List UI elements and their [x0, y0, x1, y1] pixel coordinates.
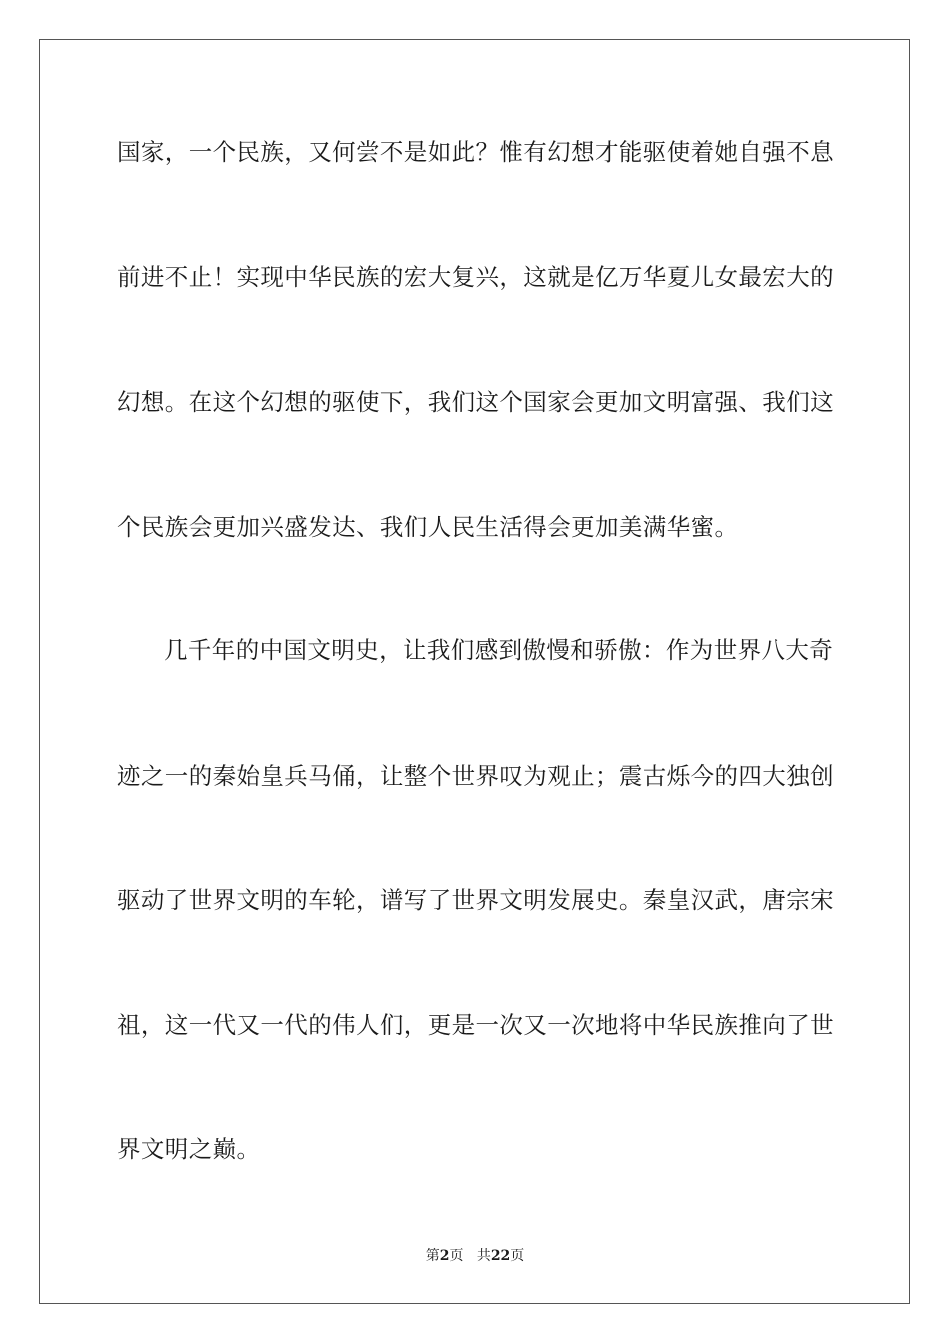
footer-page-suffix: 页: [449, 1248, 464, 1264]
footer-page-prefix: 第: [425, 1248, 440, 1264]
paragraph-line: 国家，一个民族，又何尝不是如此？惟有幻想才能驱使着她自强不息: [117, 138, 834, 166]
paragraph-line: 几千年的中国文明史，让我们感到傲慢和骄傲：作为世界八大奇: [164, 636, 834, 664]
paragraph-line: 祖，这一代又一代的伟人们，更是一次又一次地将中华民族推向了世: [117, 1011, 834, 1039]
footer-total-pages: 22: [490, 1248, 511, 1264]
paragraph-line: 前进不止！实现中华民族的宏大复兴，这就是亿万华夏儿女最宏大的: [117, 263, 834, 291]
page-footer: [0, 1247, 950, 1265]
footer-page-number: 2: [439, 1248, 450, 1264]
paragraph-line: 个民族会更加兴盛发达、我们人民生活得会更加美满华蜜。: [117, 513, 739, 541]
paragraph-line: 驱动了世界文明的车轮，谱写了世界文明发展史。秦皇汉武，唐宗宋: [117, 886, 834, 914]
paragraph-line: 界文明之巅。: [117, 1135, 261, 1163]
footer-total-prefix: 共: [476, 1248, 491, 1264]
footer-total-suffix: 页: [510, 1248, 525, 1264]
paragraph-line: 幻想。在这个幻想的驱使下，我们这个国家会更加文明富强、我们这: [117, 388, 834, 416]
page-border: [39, 39, 910, 1304]
paragraph-line: 迹之一的秦始皇兵马俑，让整个世界叹为观止；震古烁今的四大独创: [117, 762, 834, 790]
